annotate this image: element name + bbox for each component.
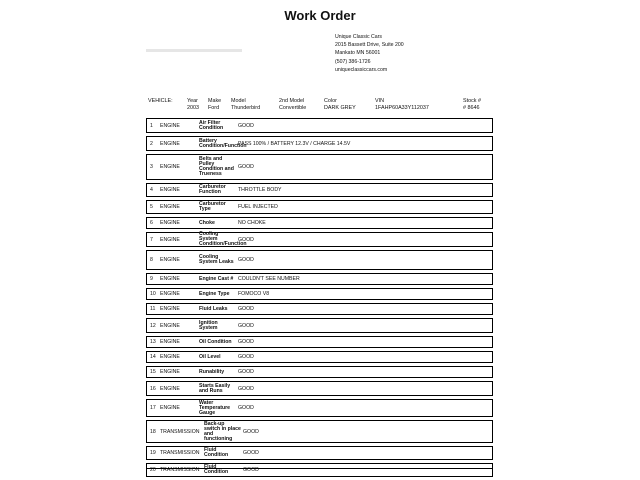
row-item: Engine Type <box>199 290 230 297</box>
row-number: 15 <box>150 369 156 375</box>
company-address2: Mankato MN 56001 <box>335 50 381 57</box>
table-row <box>146 273 493 285</box>
row-item: Carburetor Function <box>199 184 226 195</box>
page-title: Work Order <box>284 8 356 23</box>
row-category: ENGINE <box>160 306 180 312</box>
row-number: 8 <box>150 257 153 263</box>
row-category: ENGINE <box>160 164 180 170</box>
table-row <box>146 351 493 363</box>
row-number: 9 <box>150 276 153 282</box>
row-item: Back-up switch in place and functioning <box>204 420 241 442</box>
row-item: Fluid Condition <box>204 464 229 475</box>
row-category: TRANSMISSION <box>160 467 200 473</box>
row-value: COULDN'T SEE NUMBER <box>238 276 300 282</box>
table-row <box>146 118 493 133</box>
table-row <box>146 318 493 333</box>
row-category: TRANSMISSION <box>160 428 200 435</box>
vehicle-stock: Stock # # 8646 <box>463 98 481 112</box>
row-item: Oil Condition <box>199 338 232 345</box>
row-category: ENGINE <box>160 276 180 282</box>
table-row <box>146 288 493 300</box>
row-number: 16 <box>150 385 156 392</box>
row-item: Starts Easily and Runs <box>199 382 231 394</box>
row-item: Water Temperature Gauge <box>199 399 231 416</box>
row-value: GOOD <box>238 322 254 329</box>
row-item: Ignition System <box>199 319 218 331</box>
vehicle-make: Make Ford <box>208 98 222 112</box>
table-row <box>146 336 493 348</box>
row-value: GOOD <box>238 385 254 392</box>
row-number: 18 <box>150 428 156 435</box>
company-phone: (507) 386-1726 <box>335 58 371 65</box>
table-row <box>146 183 493 197</box>
row-category: ENGINE <box>160 369 180 375</box>
row-number: 7 <box>150 236 153 243</box>
row-category: ENGINE <box>160 236 180 243</box>
row-category: TRANSMISSION <box>160 450 200 456</box>
row-number: 17 <box>150 405 156 411</box>
row-value: GOOD <box>238 354 254 360</box>
table-row <box>146 399 493 417</box>
row-item: Fluid Leaks <box>199 305 228 312</box>
row-item: Battery Condition/Function <box>199 137 247 149</box>
row-value: GOOD <box>243 467 259 473</box>
row-category: ENGINE <box>160 385 180 392</box>
table-bottom-border <box>146 468 493 471</box>
row-item: Cooling System Leaks <box>199 254 234 265</box>
table-row <box>146 366 493 378</box>
row-number: 10 <box>150 291 156 297</box>
inspection-table <box>146 118 493 480</box>
table-row <box>146 200 493 214</box>
row-value: THROTTLE BODY <box>238 187 282 193</box>
row-item: Engine Cast # <box>199 275 234 282</box>
row-category: ENGINE <box>160 291 180 297</box>
row-category: ENGINE <box>160 257 180 263</box>
row-value: GOOD <box>238 306 254 312</box>
company-logo <box>146 49 242 52</box>
vehicle-model2: 2nd Model Convertible <box>279 98 307 112</box>
row-category: ENGINE <box>160 220 180 226</box>
row-number: 13 <box>150 339 156 345</box>
row-number: 3 <box>150 164 153 170</box>
company-name: Unique Classic Cars <box>335 34 382 40</box>
row-value: GOOD <box>238 122 254 129</box>
row-value: GOOD <box>243 428 259 435</box>
row-value: GOOD <box>238 236 254 243</box>
row-category: ENGINE <box>160 204 180 210</box>
table-row <box>146 420 493 443</box>
table-row <box>146 217 493 229</box>
row-number: 1 <box>150 122 153 129</box>
table-row <box>146 232 493 247</box>
row-number: 12 <box>150 322 156 329</box>
row-item: Belts and Pulley Condition and Trueness <box>199 156 234 177</box>
company-info <box>335 33 404 74</box>
row-category: ENGINE <box>160 140 180 147</box>
row-number: 2 <box>150 140 153 147</box>
row-category: ENGINE <box>160 187 180 193</box>
row-value: GOOD <box>238 339 254 345</box>
row-value: GOOD <box>238 369 254 375</box>
row-number: 20 <box>150 467 156 473</box>
table-row <box>146 136 493 151</box>
row-item: Air Filter Condition <box>199 119 224 131</box>
table-row <box>146 250 493 270</box>
row-category: ENGINE <box>160 322 180 329</box>
vehicle-color: Color DARK GREY <box>324 98 356 112</box>
row-number: 11 <box>150 306 156 312</box>
vehicle-year: Year 2003 <box>187 98 199 112</box>
row-item: Cooling System Condition/Function <box>199 231 247 247</box>
row-value: FUEL INJECTED <box>238 204 278 210</box>
table-row <box>146 381 493 396</box>
row-item: Runability <box>199 368 225 375</box>
vehicle-model: Model Thunderbird <box>231 98 261 112</box>
row-value: FOMOCO V8 <box>238 291 270 297</box>
row-value: GOOD <box>238 164 254 170</box>
vehicle-vin: VIN 1FAHP60A33Y112037 <box>375 98 429 112</box>
row-category: ENGINE <box>160 122 180 129</box>
row-item: Oil Level <box>199 353 221 360</box>
row-number: 5 <box>150 204 153 210</box>
row-number: 4 <box>150 187 153 193</box>
company-address1: 2015 Bassett Drive, Suite 200 <box>335 42 404 49</box>
row-number: 6 <box>150 220 153 226</box>
company-website[interactable]: uniqueclassiccars.com <box>335 66 388 73</box>
row-category: ENGINE <box>160 339 180 345</box>
vehicle-label: VEHICLE: <box>148 98 173 104</box>
row-value: GOOD <box>238 405 254 411</box>
row-item: Fluid Condition <box>204 447 229 458</box>
row-number: 19 <box>150 450 156 456</box>
table-row <box>146 303 493 315</box>
row-category: ENGINE <box>160 405 180 411</box>
row-value: GOOD <box>243 450 259 456</box>
row-category: ENGINE <box>160 354 180 360</box>
table-row <box>146 446 493 460</box>
row-value: PASS 100% / BATTERY 12.3V / CHARGE 14.5V <box>238 140 351 147</box>
row-value: NO CHOKE <box>238 220 266 226</box>
row-item: Carburetor Type <box>199 201 226 212</box>
row-number: 14 <box>150 354 156 360</box>
row-value: GOOD <box>238 257 254 263</box>
table-row <box>146 154 493 180</box>
row-item: Choke <box>199 219 215 226</box>
